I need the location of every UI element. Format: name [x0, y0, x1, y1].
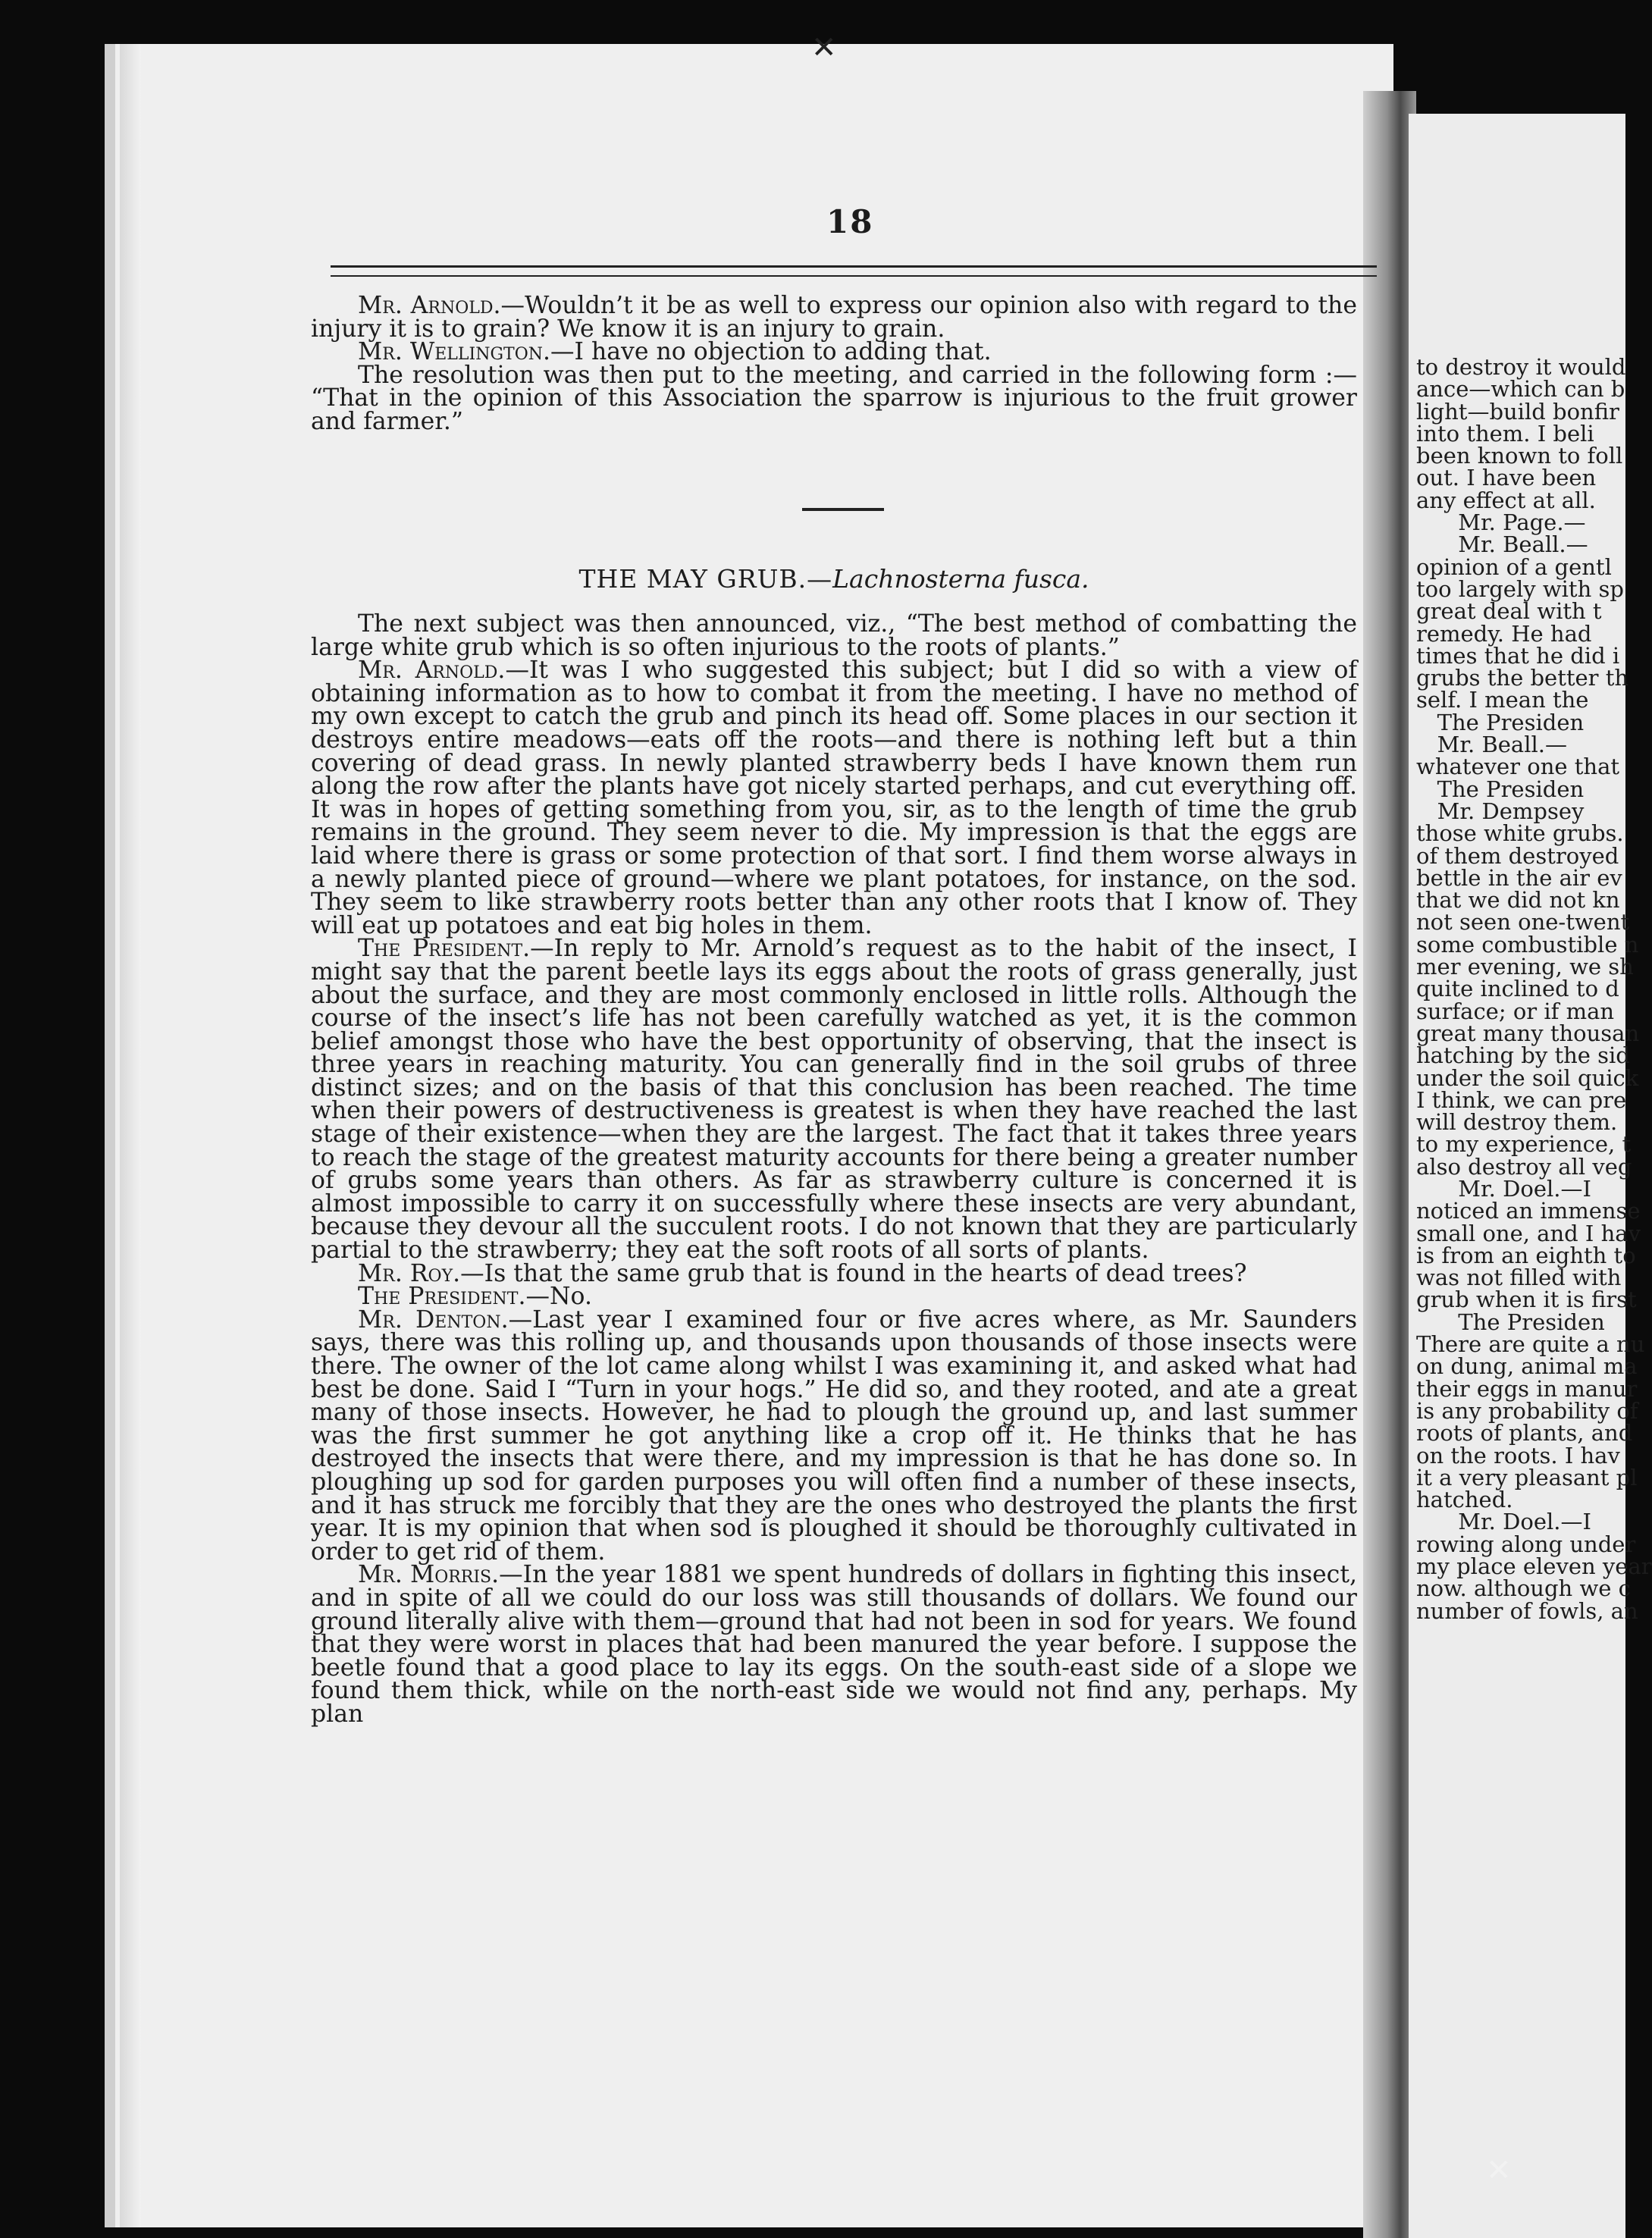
right-page-line: their eggs in manur — [1416, 1375, 1638, 1402]
right-page-line: any effect at all. — [1416, 487, 1596, 513]
right-page-line: it a very pleasant pl — [1416, 1464, 1638, 1490]
right-page-line: grubs the better th — [1416, 665, 1629, 691]
right-page-line: under the soil quick — [1416, 1064, 1639, 1091]
right-page-line: to my experience, t — [1416, 1131, 1632, 1158]
paragraph — [311, 659, 1357, 937]
right-page-line: is from an eighth to — [1416, 1242, 1636, 1268]
right-page-line: also destroy all veg — [1416, 1153, 1632, 1180]
right-page-line: Mr. Dempsey — [1416, 798, 1585, 824]
right-page-line: Mr. Doel.—I — [1416, 1175, 1591, 1202]
right-page-line: some combustible n — [1416, 931, 1639, 958]
right-page-line: great deal with t — [1416, 598, 1602, 625]
section-title: THE MAY GRUB.— — [578, 564, 833, 594]
speaker-name: The President. — [358, 1283, 526, 1311]
right-page-line: number of fowls, an — [1416, 1597, 1638, 1624]
right-page-text — [1416, 354, 1652, 1624]
paragraph — [311, 1306, 1357, 1566]
paragraph-text: —It was I who suggested this subject; but I did so with a view of obtaining information as to how to combat it from the meeting. I have no method of my own except to catch the grub and pinch its head off. Some places in our section it destroys entire meadows—eats off the roots—and there is nothing left but a thin covering of dead grass. In newly planted strawberry beds I have known them run along the row after the plants have got nicely started perhaps, and cut everything off. It was in hopes of getting something from you, sir, as to the length of time the grub remains in the ground. They seem never to die. My impression is that the eggs are laid where there is grass or some protection of that sort. I find them worse always in a newly planted piece of ground—where we plant potatoes, for instance, on the sod. They seem to like strawberry roots better than any other roots that I know of. They will eat up potatoes and eat big holes in them. — [311, 657, 1357, 939]
right-page-line: roots of plants, and — [1416, 1420, 1633, 1447]
right-page-line: not seen one-twent — [1416, 909, 1630, 936]
top-text-block — [311, 294, 1357, 434]
right-page-line: I think, we can pre — [1416, 1086, 1627, 1113]
right-page-line: opinion of a gentl — [1416, 553, 1612, 580]
paragraph — [311, 1285, 1357, 1309]
right-page-line: rowing along under — [1416, 1531, 1636, 1557]
right-page-line: The Presiden — [1416, 1309, 1605, 1335]
right-page-line: bettle in the air ev — [1416, 864, 1622, 891]
speaker-name: Mr. Wellington. — [358, 338, 550, 366]
paragraph — [311, 610, 1357, 661]
right-page-line: great many thousan — [1416, 1020, 1640, 1046]
paragraph-text: —Wouldn’t it be as well to express our opinion also with regard to the injury it is to grain? We know it is an injury to grain. — [311, 292, 1357, 343]
section-heading — [311, 564, 1357, 594]
page-number: 18 — [826, 203, 874, 240]
paragraph — [311, 1259, 1357, 1287]
header-rule — [331, 265, 1377, 277]
right-page-line: remedy. He had — [1416, 620, 1592, 647]
right-page-line: hatching by the sid — [1416, 1042, 1630, 1069]
right-page-line: mer evening, we sh — [1416, 954, 1634, 980]
right-page-line: Mr. Page.— — [1416, 509, 1586, 536]
right-page-line: on dung, animal ma — [1416, 1353, 1638, 1380]
speaker-name: Mr. Arnold. — [358, 292, 501, 319]
right-page-line: out. I have been — [1416, 465, 1597, 491]
right-page-line: into them. I beli — [1416, 420, 1594, 447]
right-page-line: Mr. Beall.— — [1416, 732, 1567, 758]
right-page-line: to destroy it would — [1416, 354, 1626, 380]
right-page-line: quite inclined to d — [1416, 976, 1619, 1002]
right-page-line: on the roots. I hav — [1416, 1442, 1620, 1468]
paragraph-text: —I have no objection to adding that. — [550, 338, 992, 366]
right-page-line: light—build bonfir — [1416, 398, 1619, 425]
right-page-line: There are quite a nu — [1416, 1331, 1645, 1358]
paragraph — [311, 1563, 1357, 1726]
paragraph-text: —No. — [525, 1283, 592, 1311]
paragraph-text: —In the year 1881 we spent hundreds of dollars in fighting this insect, and in spite of all we could do our loss was still thousands of dollars. We found our ground literally alive with them—ground that had not been in sod for years. We found that they were worst in places that had been manured the year before. I suppose the beetle found that a good place to lay its eggs. On the south-east side of a slope we found them thick, while on the north-east side we would not find any, perhaps. My plan — [311, 1561, 1357, 1728]
section-divider — [802, 508, 884, 511]
right-page-line: The Presiden — [1416, 776, 1585, 802]
paragraph-text: —Is that the same grub that is found in the hearts of dead trees? — [460, 1259, 1247, 1287]
binding-mark-top: ✕ — [811, 30, 837, 65]
right-page-line: surface; or if man — [1416, 998, 1615, 1024]
right-page-line: of them destroyed — [1416, 842, 1619, 869]
speaker-name: The President. — [358, 935, 531, 963]
right-page-line: too largely with sp — [1416, 575, 1624, 602]
right-page-line: ance—which can b — [1416, 376, 1625, 403]
right-page-line: whatever one that — [1416, 754, 1620, 780]
right-page-line: times that he did i — [1416, 642, 1620, 669]
right-page-line: small one, and I hav — [1416, 1220, 1641, 1246]
right-page-line: been known to foll — [1416, 443, 1623, 469]
speaker-name: Mr. Arnold. — [358, 657, 506, 685]
paragraph-text: The next subject was then announced, viz., “The best method of combatting the large white grub which is so often injurious to the roots of plants.” — [311, 610, 1357, 661]
right-page-line: The Presiden — [1416, 709, 1585, 735]
right-page-line: now. although we c — [1416, 1575, 1631, 1602]
paragraph-text: —Last year I examined four or five acres where, as Mr. Saunders says, there was this rolling up, and thousands upon thousands of those insects were there. The owner of the lot came along whilst I was examining it, and asked what had best be done. Said I “Turn in your hogs.” He did so, and they rooted, and ate a great many of those insects. However, he had to plough the ground up, and last summer was the first summer he got anything like a crop off it. He thinks that he has destroyed the insects that were there, and my impression is that he has done so. In ploughing up sod for garden purposes you will often find a number of these insects, and it has struck me forcibly that they are the ones who destroyed the plants the first year. It is my opinion that when sod is ploughed it should be thoroughly cultivated in order to get rid of them. — [311, 1306, 1357, 1566]
right-page-line: hatched. — [1416, 1487, 1513, 1513]
speaker-name: Mr. Denton. — [358, 1306, 509, 1334]
paragraph — [311, 935, 1358, 1265]
right-page-line: grub when it is first — [1416, 1287, 1637, 1313]
section-latin-name: Lachnosterna fusca. — [832, 564, 1089, 594]
paragraph — [311, 340, 1357, 364]
speaker-name: Mr. Morris. — [358, 1561, 500, 1589]
main-text-block — [311, 610, 1358, 1728]
speaker-name: Mr. Roy. — [358, 1259, 461, 1287]
right-page-line: Mr. Doel.—I — [1416, 1509, 1591, 1535]
binding-mark-bottom: ✕ — [1486, 2153, 1512, 2188]
paragraph — [311, 361, 1357, 435]
paragraph-text: The resolution was then put to the meeting, and carried in the following form :— “That in the opinion of this Association the sparrow is injurious to the fruit grower and farmer.” — [311, 361, 1357, 435]
right-page-line: is any probability of — [1416, 1397, 1638, 1424]
paragraph-text: —In reply to Mr. Arnold’s request as to the habit of the insect, I might say that the parent beetle lays its eggs about the roots of grass generally, just about the surface, and they are most commonly enclosed in little rolls. Although the course of the insect’s life has not been carefully watched as yet, it is the common belief amongst those who have the best opportunity of observing, that the insect is three years in reaching maturity. You can generally find in the soil grubs of three distinct sizes; and on the basis of that this conclusion has been reached. The time when their powers of destructiveness is greatest is when they have reached the last stage of their existence—when they are the largest. The fact that it takes three years to reach the stage of the greatest maturity accounts for there being a greater number of grubs some years than others. As far as strawberry culture is concerned it is almost impossible to carry it on successfully where these insects are very abundant, because they devour all the succulent roots. I do not known that they are particularly partial to the strawberry; they eat the soft roots of all sorts of plants. — [311, 935, 1358, 1265]
right-page-line: Mr. Beall.— — [1416, 531, 1588, 558]
right-page-line: self. I mean the — [1416, 687, 1589, 713]
right-page-line: noticed an immense — [1416, 1198, 1641, 1224]
right-page-line: was not filled with — [1416, 1265, 1622, 1291]
right-page-line: those white grubs. — [1416, 820, 1624, 847]
paragraph — [311, 292, 1357, 343]
right-page-line: that we did not kn — [1416, 887, 1620, 914]
right-page-line: will destroy them. — [1416, 1109, 1618, 1136]
right-page-line: my place eleven year — [1416, 1553, 1652, 1580]
